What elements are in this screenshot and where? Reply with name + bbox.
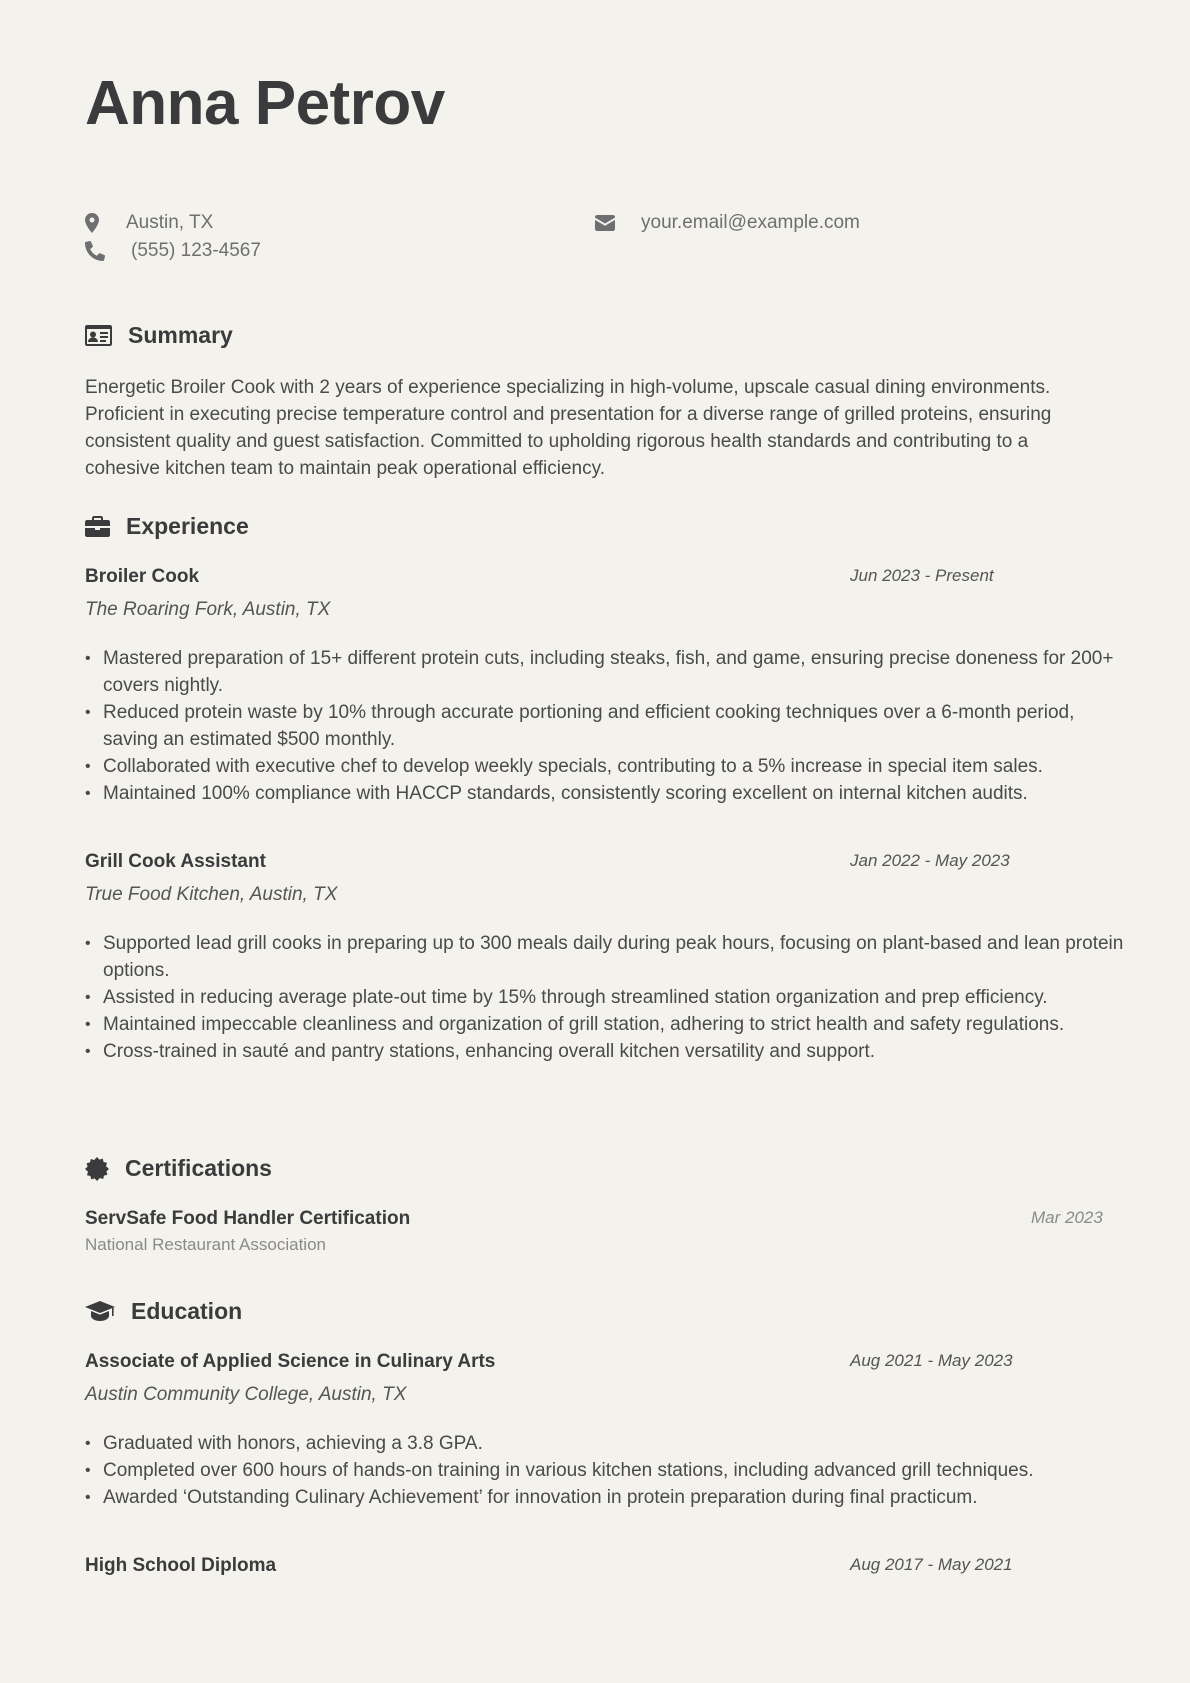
certificate-badge-icon [85,1157,109,1181]
job-bullets [85,645,1133,807]
degree-dates: Aug 2021 - May 2023 [850,1351,1013,1370]
contact-email [595,212,860,234]
id-card-icon [85,325,112,346]
job-company: True Food Kitchen, Austin, TX [85,884,338,905]
degree-title: Associate of Applied Science in Culinary Arts [85,1351,496,1372]
contact-location [85,212,213,234]
job-bullets [85,930,1133,1065]
briefcase-icon [85,516,110,537]
certification-title: ServSafe Food Handler Certification [85,1208,411,1229]
degree-title: High School Diploma [85,1555,277,1576]
email-text: your.email@example.com [641,212,860,233]
map-marker-icon [85,213,99,233]
certification-date: Mar 2023 [1031,1208,1103,1227]
graduation-cap-icon [85,1301,115,1322]
contact-phone [85,240,261,262]
job-bullet: • Maintained impeccable cleanliness and organization of grill station, adhering to strict health and safety regulations. [103,1011,1133,1038]
summary-heading [85,322,233,349]
degree-dates: Aug 2017 - May 2021 [850,1555,1013,1574]
summary-text: Energetic Broiler Cook with 2 years of experience specializing in high-volume, upscale casual dining environments. Proficient in executing precise temperature control and presentation for a diverse range of grilled proteins, ensuring consistent quality and guest satisfaction. Committed to upholding rigorous health standards and contributing to a cohesive kitchen team to maintain peak operational efficiency. [85,377,1052,479]
education-bullet: • Awarded ‘Outstanding Culinary Achievement’ for innovation in protein preparation during final practicum. [103,1484,1133,1511]
education-bullets [85,1430,1133,1511]
education-heading [85,1298,242,1325]
candidate-name: Anna Petrov [85,69,445,138]
education-heading-text: Education [131,1298,243,1324]
education-bullet: • Graduated with honors, achieving a 3.8 GPA. [103,1430,1133,1457]
job-bullet: • Collaborated with executive chef to develop weekly specials, contributing to a 5% increase in special item sales. [103,753,1133,780]
job-bullet: • Cross-trained in sauté and pantry stations, enhancing overall kitchen versatility and support. [103,1038,1133,1065]
phone-text: (555) 123-4567 [131,240,261,261]
job-company: The Roaring Fork, Austin, TX [85,599,331,620]
certifications-heading [85,1155,272,1182]
job-bullet: • Supported lead grill cooks in preparing up to 300 meals daily during peak hours, focusing on plant-based and lean protein options. [103,930,1133,984]
summary-heading-text: Summary [128,322,233,348]
job-title: Broiler Cook [85,566,200,587]
job-dates: Jan 2022 - May 2023 [850,851,1010,870]
certifications-heading-text: Certifications [125,1155,272,1181]
job-bullet: • Assisted in reducing average plate-out time by 15% through streamlined station organization and prep efficiency. [103,984,1133,1011]
job-bullet: • Mastered preparation of 15+ different protein cuts, including steaks, fish, and game, ensuring precise doneness for 200+ covers nightly. [103,645,1133,699]
job-bullet: • Reduced protein waste by 10% through accurate portioning and efficient cooking techniques over a 6-month period, saving an estimated $500 monthly. [103,699,1133,753]
envelope-icon [595,215,615,231]
location-text: Austin, TX [126,212,214,233]
experience-heading [85,513,249,540]
job-dates: Jun 2023 - Present [850,566,994,585]
education-bullet: • Completed over 600 hours of hands-on training in various kitchen stations, including advanced grill techniques. [103,1457,1133,1484]
phone-icon [85,241,105,261]
certification-issuer: National Restaurant Association [85,1235,326,1254]
experience-heading-text: Experience [126,513,249,539]
school-name: Austin Community College, Austin, TX [85,1384,407,1405]
job-title: Grill Cook Assistant [85,851,266,872]
job-bullet: • Maintained 100% compliance with HACCP standards, consistently scoring excellent on internal kitchen audits. [103,780,1133,807]
